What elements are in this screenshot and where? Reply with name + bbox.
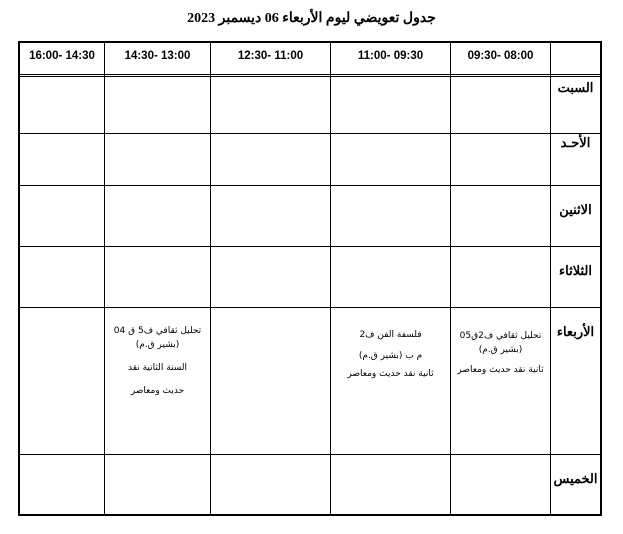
day-wednesday: الأربعاء: [556, 324, 595, 339]
course-class: السنة الثانية نقد: [127, 363, 188, 373]
timetable: [18, 41, 602, 516]
course-title: فلسفة الفن ف2: [359, 330, 422, 340]
course-class: ثانية نقد حديث ومعاصر: [347, 369, 434, 379]
course-wednesday-0800: [451, 329, 550, 377]
course-class-cont: حديث ومعاصر: [130, 386, 185, 396]
day-thursday: الخميس: [553, 471, 598, 486]
header-slot-1300-1430: 14:30- 13:00: [124, 50, 191, 62]
course-wednesday-1300: [105, 324, 210, 398]
course-teacher: م ب (بشير ق.م): [358, 351, 423, 361]
day-sunday: الأحـد: [560, 135, 591, 150]
header-slot-1100-1230: 12:30- 11:00: [237, 50, 304, 62]
header-slot-0930-1100: 11:00- 09:30: [357, 50, 424, 62]
course-title: تحليل ثقافي ف2ق05: [459, 331, 542, 341]
course-title: تحليل ثقافي ف5 ق 04: [113, 326, 202, 336]
day-monday: الاثنين: [559, 202, 592, 217]
page-title: جدول تعويضي ليوم الأربعاء 06 ديسمبر 2023: [187, 11, 436, 26]
course-wednesday-0930: [331, 328, 450, 381]
header-slot-0800-0930: 09:30- 08:00: [467, 50, 534, 62]
header-slot-1430-1600: 16:00- 14:30: [29, 50, 95, 62]
course-teacher: (بشير ق.م): [478, 345, 523, 355]
day-saturday: السبت: [557, 80, 594, 95]
course-teacher: (بشير ق.م): [135, 340, 180, 350]
course-class: ثانية نقد حديث ومعاصر: [457, 365, 544, 375]
day-tuesday: الثلاثاء: [559, 263, 592, 278]
